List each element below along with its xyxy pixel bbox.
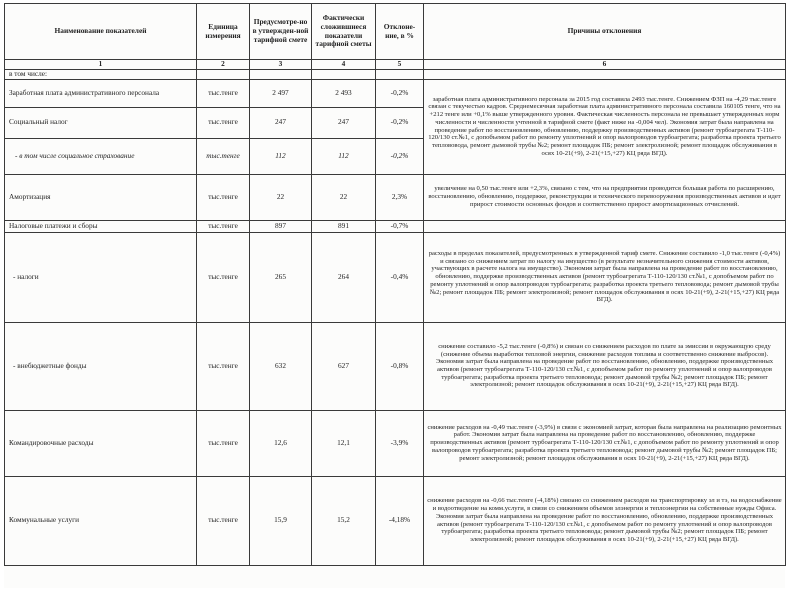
row-deviation: -4,18% [376,476,424,565]
col-number: 6 [424,60,786,70]
row-name: - внебюджетные фонды [5,322,197,410]
row-unit: тыс.тенге [197,79,250,107]
header-row [5,4,786,60]
row-fact: 891 [312,220,376,232]
header-fact: Фактически сложившиеся показатели тарифной сметы [312,4,376,60]
header-name: Наименование показателей [5,4,197,60]
col-number: 1 [5,60,197,70]
row-reason: увеличение на 0,50 тыс.тенге или +2,3%, связано с тем, что на предприятии проводится большая работа по расширению, восстановлению, обновлению, поддержке, реконструкции и технического перевооружения производственных активов и идет прирост стоимости основных фондов и соответственно прирост амортизационных отчислений. [424,174,786,220]
row-name: - в том числе социальное страхование [5,138,197,174]
row-plan: 12,6 [250,410,312,476]
header-reasons: Причины отклонения [424,4,786,60]
row-unit: тыс.тенге [197,107,250,138]
table-row [5,322,786,410]
row-deviation: 2,3% [376,174,424,220]
row-plan: 15,9 [250,476,312,565]
row-name: Налоговые платежи и сборы [5,220,197,232]
row-plan: 22 [250,174,312,220]
row-fact: 12,1 [312,410,376,476]
header-plan: Предусмотре-но в утвержден-ной тарифной смете [250,4,312,60]
row-name: Амортизация [5,174,197,220]
deviation-table [4,3,786,566]
row-fact: 112 [312,138,376,174]
table-row [5,174,786,220]
col-number: 3 [250,60,312,70]
row-fact: 2 493 [312,79,376,107]
row-reason: снижение расходов на -0,66 тыс.тенге (-4,18%) связано со снижением расходов на транспортировку эл и тэ, на водоснабжение и водоотведение на комм.услуги, в связи со снижением объемов элэнергии и теплоэнергии на собственные нужды Офиса. Экономия затрат была направлена на проведение работ по восстановлению, обновлению, поддержке производственных активов (ремонт турбоагрегата Т-110-120/130 ст.№1, с допобъемом работ по ремонту уплотнений и опор валопроводов турбоагрегата; разработка проекта третьего теплововода; ремонт дымовой трубы №2; ремонт площадок ПБ; ремонт электролизной; ремонт площадок обслуживания в осях 10-21(+9), 2-21(+15,+27) КЦ ряда ВГД). [424,476,786,565]
including-label: в том числе: [5,69,197,79]
row-deviation: -0,8% [376,322,424,410]
row-deviation: -0,2% [376,138,424,174]
row-deviation: -0,2% [376,79,424,107]
col-number: 5 [376,60,424,70]
col-number: 2 [197,60,250,70]
row-reason: снижение расходов на -0,49 тыс.тенге (-3,9%) в связи с экономией затрат, которая была направлена на реализацию ремонтных работ. Экономия затрат была направлена на проведение работ по восстановлению, обновлению, поддержке производственных активов (ремонт турбоагрегата Т-110-120/130 ст.№1, с допобъемом работ по ремонту уплотнений и опор валопроводов турбоагрегата; разработка проекта третьего теплововода; ремонт дымовой трубы №2; ремонт площадок ПБ; ремонт электролизной; ремонт площадок обслуживания в осях 10-21(+9), 2-21(+15,+27) КЦ ряда ВГД). [424,410,786,476]
row-unit: тыс.тенге [197,174,250,220]
row-plan: 632 [250,322,312,410]
including-row [5,69,786,79]
header-unit: Единица измерения [197,4,250,60]
table-row [5,476,786,565]
table-row [5,232,786,322]
document-sheet [4,3,785,588]
row-unit: тыс.тенге [197,322,250,410]
header-deviation: Отклоне-ние, в % [376,4,424,60]
row-plan: 247 [250,107,312,138]
row-unit: тыс.тенге [197,232,250,322]
row-plan: 2 497 [250,79,312,107]
row-unit: тыс.тенге [197,476,250,565]
row-name: - налоги [5,232,197,322]
row-deviation: -0,7% [376,220,424,232]
table-row [5,410,786,476]
row-plan: 112 [250,138,312,174]
table-row [5,79,786,107]
column-number-row [5,60,786,70]
row-name: Командировочные расходы [5,410,197,476]
row-unit: тыс.тенге [197,138,250,174]
row-plan: 265 [250,232,312,322]
row-fact: 22 [312,174,376,220]
reason-salary: заработная плата административного персонала за 2015 год составила 2493 тыс.тенге. Снижением ФЗП на -4,29 тыс.тенге связан с текучестью кадров. Среднемесячная заработная плата административного персонала составила 160105 тенге, что на +212 тенге или +0,1% выше утвержденного уровня. Фактическая численность персонала не превышает утвержденных норм численности и численности учтенной в тарифной смете (факт ниже на -0,004 чел). Экономия затрат была направлена на проведение работ по восстановлению, обновлению, поддержку производственных активов (ремонт турбоагрегата Т-110-120/130 ст.№1, с допобъемом работ по ремонту уплотнений и опор валопроводов турбоагрегата; разработка проекта третьего теплововода, ремонт дымовой трубы №2; ремонт площадок ПБ; ремонт электролизной; ремонт площадок обслуживания в осях 10-21(+9), 2-21(+15,+27) КЦ ряда ВГД). [424,79,786,174]
row-unit: тыс.тенге [197,410,250,476]
row-fact: 247 [312,107,376,138]
col-number: 4 [312,60,376,70]
row-fact: 264 [312,232,376,322]
row-reason: расходы в пределах показателей, предусмотренных в утвержденной тариф смете. Снижение составило -1,0 тыс.тенге (-0,4%) и связано со снижением затрат по налогу на имущество (в результате незначительного снижения стоимости активов, участвующих в расчете налога на имущество). Экономия затрат была направлена на проведение работ по восстановлению, обновлению, поддержке производственных активов (ремонт турбоагрегата Т-110-120/130 ст.№1, с допобъемом работ по ремонту уплотнений и опор валопроводов турбоагрегата; разработка проекта третьего теплововода; ремонт дымовой трубы №2; ремонт площадок ПБ; ремонт электролизной; ремонт площадок обслуживания в осях 10-21(+9), 2-21(+15,+27) КЦ ряда ВГД). [424,232,786,322]
row-name: Заработная плата административного персонала [5,79,197,107]
row-plan: 897 [250,220,312,232]
row-deviation: -0,2% [376,107,424,138]
row-fact: 627 [312,322,376,410]
row-reason: снижение составило -5,2 тыс.тенге (-0,8%) и связан со снижением расходов по плате за эмиссии в окружающую среду (снижение объема выработки тепловой энергии, снижение расходов топлива и соответственно снижение выбросов). Экономия затрат была направлена на проведение работ по восстановлению, обновлению, поддержке производственных активов (ремонт турбоагрегата Т-110-120/130 ст.№1, с допобъемом работ по ремонту уплотнений и опор валопроводов турбоагрегата; разработка проекта третьего теплововода; ремонт дымовой трубы №2; ремонт площадок ПБ; ремонт электролизной; ремонт площадок обслуживания в осях 10-21(+9), 2-21(+15,+27) КЦ ряда ВГД). [424,322,786,410]
row-deviation: -0,4% [376,232,424,322]
row-name: Социальный налог [5,107,197,138]
row-unit: тыс.тенге [197,220,250,232]
row-fact: 15,2 [312,476,376,565]
row-name: Коммунальные услуги [5,476,197,565]
table-row [5,220,786,232]
row-deviation: -3,9% [376,410,424,476]
